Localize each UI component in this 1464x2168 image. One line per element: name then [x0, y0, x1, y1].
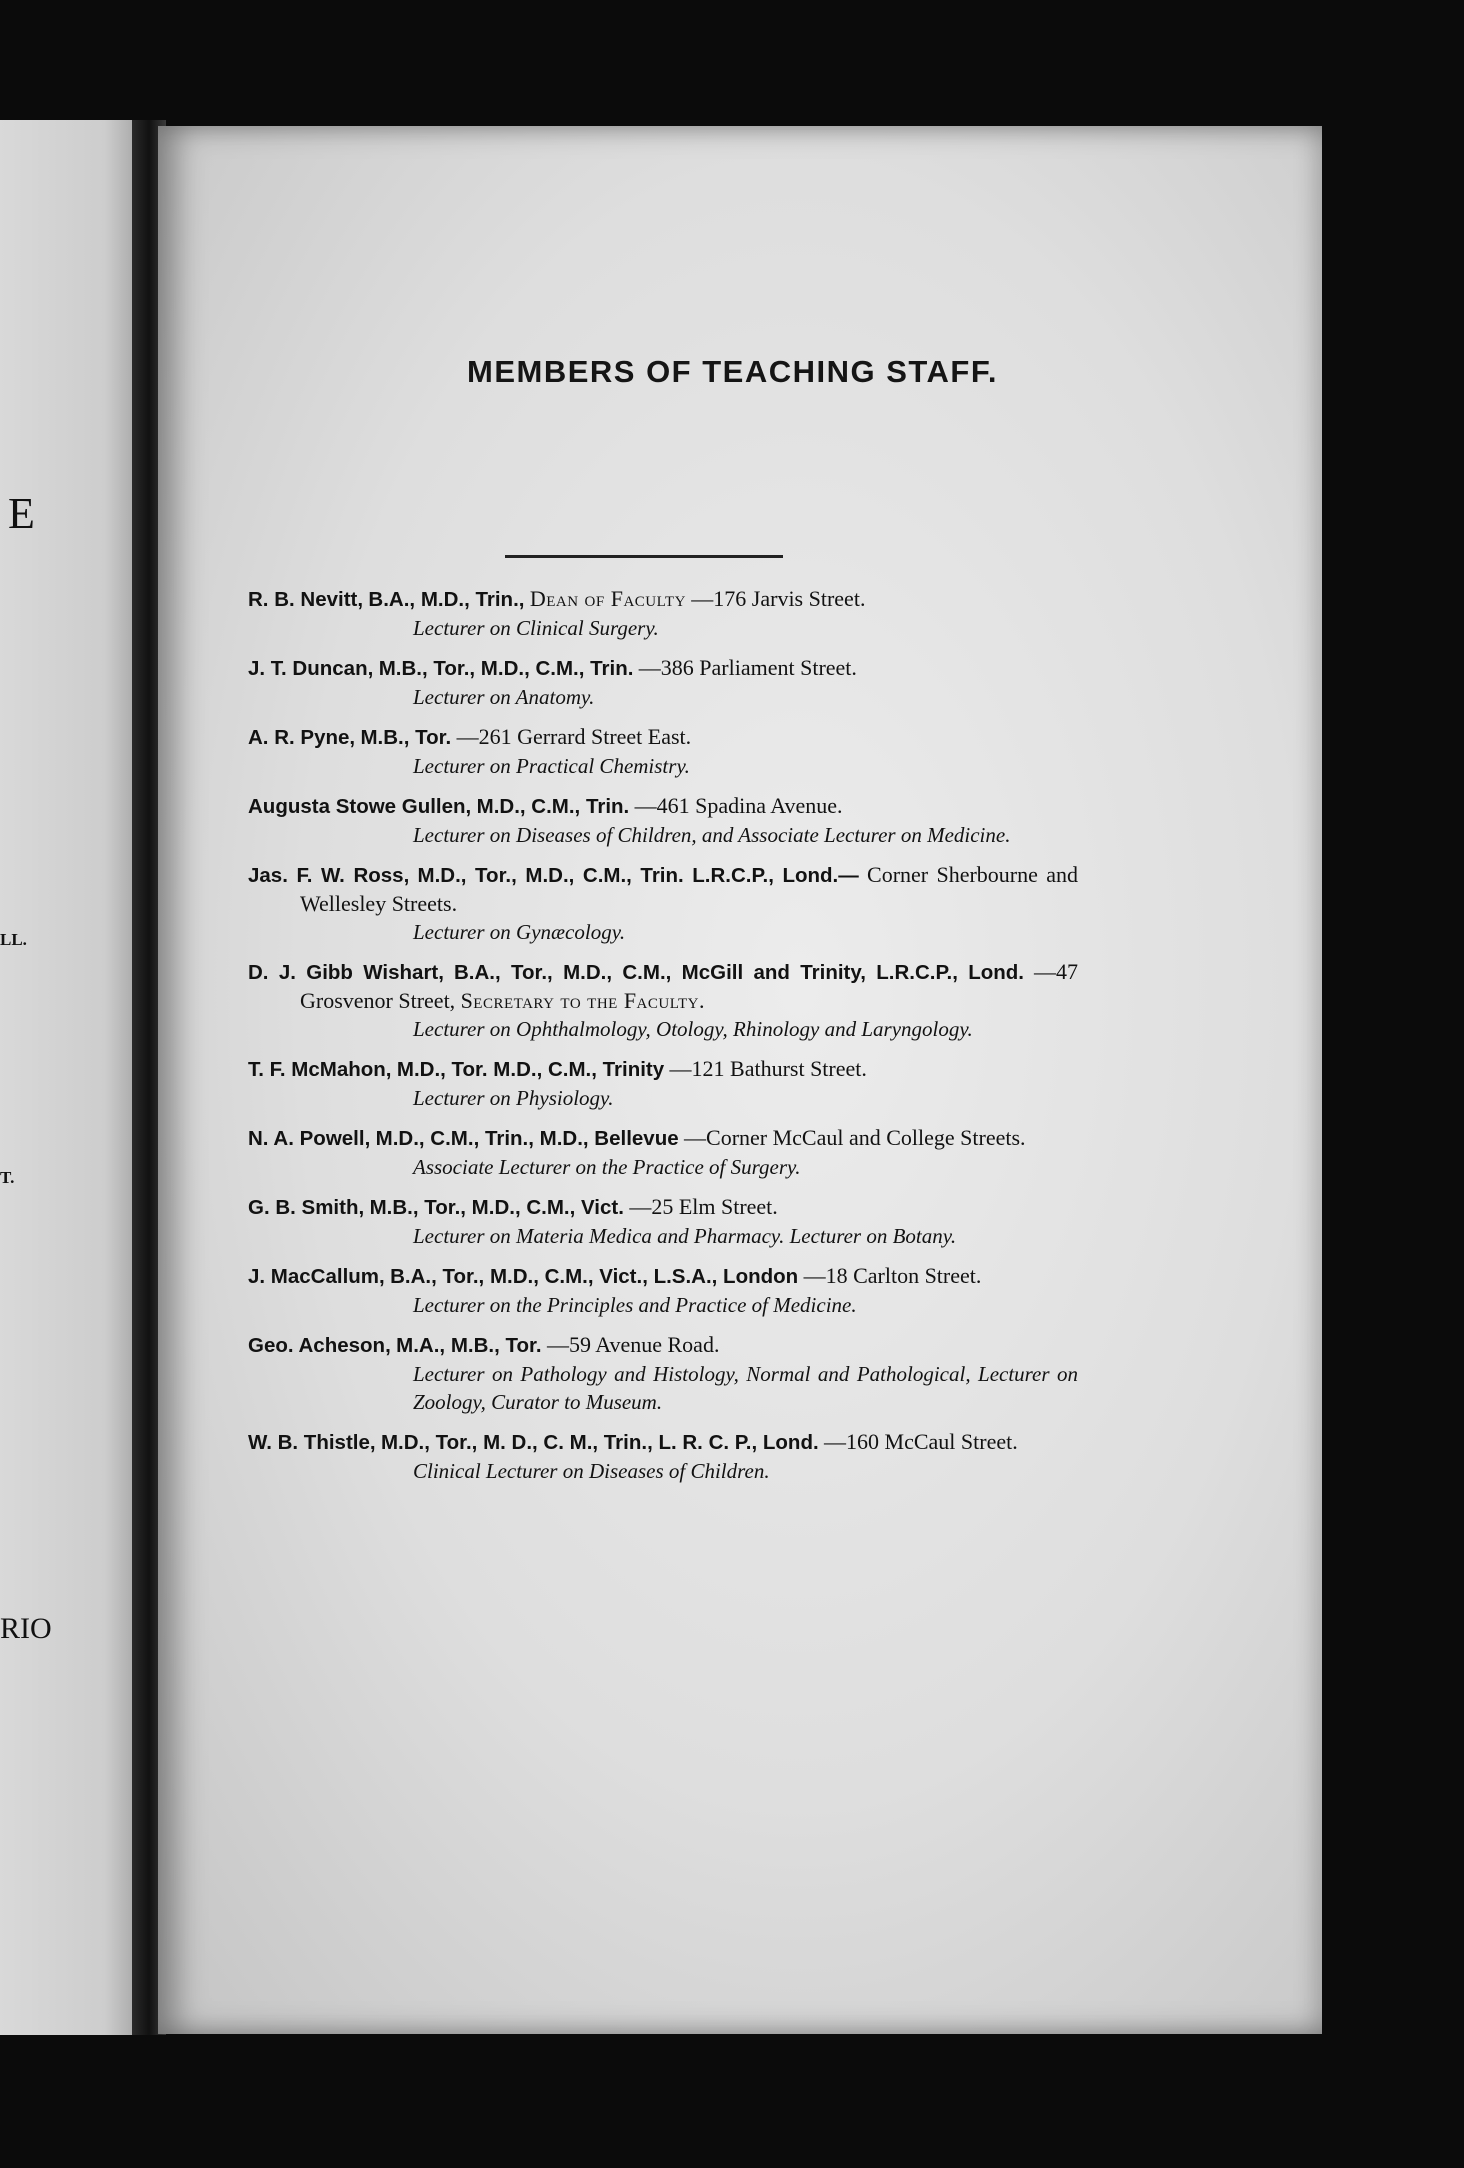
staff-entry-heading: [248, 1124, 1078, 1153]
staff-entry: [248, 792, 1078, 849]
staff-credentials: M.B., Tor., M.D., C.M., Trin.: [378, 657, 634, 680]
staff-list: [248, 585, 1078, 1497]
staff-entry-heading: [248, 1055, 1078, 1084]
staff-name: G. B. Smith,: [248, 1196, 365, 1219]
staff-credentials: M.D., Tor., M. D., C. M., Trin., L. R. C. P., Lond.: [380, 1431, 819, 1454]
staff-name: Jas. F. W. Ross,: [248, 864, 410, 887]
title-rule: [505, 555, 783, 558]
staff-address: —176 Jarvis Street.: [691, 586, 866, 611]
staff-address: —121 Bathurst Street.: [669, 1056, 867, 1081]
staff-address: —261 Gerrard Street East.: [456, 724, 692, 749]
staff-entry: [248, 958, 1078, 1043]
staff-address: Corner Sherbourne and Wellesley Streets.: [300, 862, 1079, 916]
facing-page-fragment: T.: [0, 1168, 15, 1187]
staff-name: Augusta Stowe Gullen,: [248, 795, 472, 818]
staff-entry: [248, 585, 1078, 642]
staff-office-secondary: Secretary to the Faculty.: [460, 988, 706, 1013]
staff-entry-heading: [248, 861, 1078, 918]
staff-lectureship: Clinical Lecturer on Diseases of Children.: [413, 1459, 770, 1483]
staff-lectureship: Lecturer on Materia Medica and Pharmacy. Lecturer on Botany.: [413, 1224, 957, 1248]
staff-lectureship: Lecturer on Practical Chemistry.: [413, 754, 690, 778]
staff-address: —461 Spadina Avenue.: [634, 793, 843, 818]
staff-lectureship: Lecturer on Clinical Surgery.: [413, 616, 659, 640]
staff-lectureship: Lecturer on Pathology and Histology, Normal and Pathological, Lecturer on Zoology, Curator to Museum.: [413, 1362, 1078, 1414]
staff-entry: [248, 1262, 1078, 1319]
staff-lectureship: Lecturer on Gynæcology.: [413, 920, 626, 944]
staff-credentials: B.A., Tor., M.D., C.M., Vict., L.S.A., London: [390, 1265, 799, 1288]
staff-address: —47 Grosvenor Street,: [300, 959, 1079, 1013]
staff-lectureship: Lecturer on Diseases of Children, and Associate Lecturer on Medicine.: [413, 823, 1011, 847]
staff-entry-heading: [248, 1331, 1078, 1360]
staff-entry: [248, 1193, 1078, 1250]
staff-address: —18 Carlton Street.: [803, 1263, 982, 1288]
staff-lectureship: Lecturer on Ophthalmology, Otology, Rhinology and Laryngology.: [413, 1017, 973, 1041]
staff-name: D. J. Gibb Wishart,: [248, 961, 444, 984]
staff-entry: [248, 861, 1078, 946]
staff-name: N. A. Powell,: [248, 1127, 371, 1150]
staff-lectureship: Associate Lecturer on the Practice of Surgery.: [413, 1155, 801, 1179]
staff-credentials: M.D., Tor. M.D., C.M., Trinity: [396, 1058, 665, 1081]
staff-address: —59 Avenue Road.: [546, 1332, 720, 1357]
staff-lectureship: Lecturer on the Principles and Practice of Medicine.: [413, 1293, 857, 1317]
staff-office: Dean of Faculty: [529, 586, 686, 611]
staff-lectureship: Lecturer on Physiology.: [413, 1086, 614, 1110]
staff-entry-heading: [248, 1428, 1078, 1457]
staff-credentials: M.D., C.M., Trin., M.D., Bellevue: [375, 1127, 679, 1150]
facing-page: [0, 120, 150, 2035]
staff-entry-heading: [248, 723, 1078, 752]
staff-address: —Corner McCaul and College Streets.: [684, 1125, 1026, 1150]
facing-page-fragment: RIO: [0, 1612, 52, 1645]
staff-entry: [248, 1428, 1078, 1485]
staff-entry-heading: [248, 585, 1078, 614]
staff-credentials: M.D., C.M., Trin.: [476, 795, 630, 818]
staff-credentials: M.A., M.B., Tor.: [396, 1334, 542, 1357]
staff-credentials: M.B., Tor.: [360, 726, 452, 749]
staff-name: J. T. Duncan,: [248, 657, 374, 680]
staff-entry: [248, 723, 1078, 780]
staff-credentials: M.B., Tor., M.D., C.M., Vict.: [369, 1196, 624, 1219]
staff-address: —25 Elm Street.: [629, 1194, 778, 1219]
staff-name: R. B. Nevitt,: [248, 588, 364, 611]
staff-name: A. R. Pyne,: [248, 726, 356, 749]
staff-entry: [248, 1124, 1078, 1181]
staff-address: —386 Parliament Street.: [638, 655, 857, 680]
staff-entry: [248, 654, 1078, 711]
staff-entry-heading: [248, 792, 1078, 821]
staff-entry-heading: [248, 958, 1078, 1015]
staff-entry-heading: [248, 1262, 1078, 1291]
facing-page-fragment: E: [8, 489, 35, 538]
staff-address: —160 McCaul Street.: [824, 1429, 1018, 1454]
staff-name: W. B. Thistle,: [248, 1431, 376, 1454]
staff-name: J. MacCallum,: [248, 1265, 385, 1288]
staff-entry: [248, 1331, 1078, 1416]
staff-credentials: B.A., M.D., Trin.,: [368, 588, 525, 611]
page-title: MEMBERS OF TEACHING STAFF.: [467, 354, 998, 389]
staff-credentials: M.D., Tor., M.D., C.M., Trin. L.R.C.P., Lond.—: [417, 864, 859, 887]
staff-entry: [248, 1055, 1078, 1112]
staff-name: T. F. McMahon,: [248, 1058, 392, 1081]
facing-page-fragment: LL.: [0, 930, 27, 949]
staff-entry-heading: [248, 1193, 1078, 1222]
staff-credentials: B.A., Tor., M.D., C.M., McGill and Trinity, L.R.C.P., Lond.: [453, 961, 1025, 984]
staff-entry-heading: [248, 654, 1078, 683]
staff-name: Geo. Acheson,: [248, 1334, 391, 1357]
staff-lectureship: Lecturer on Anatomy.: [413, 685, 595, 709]
